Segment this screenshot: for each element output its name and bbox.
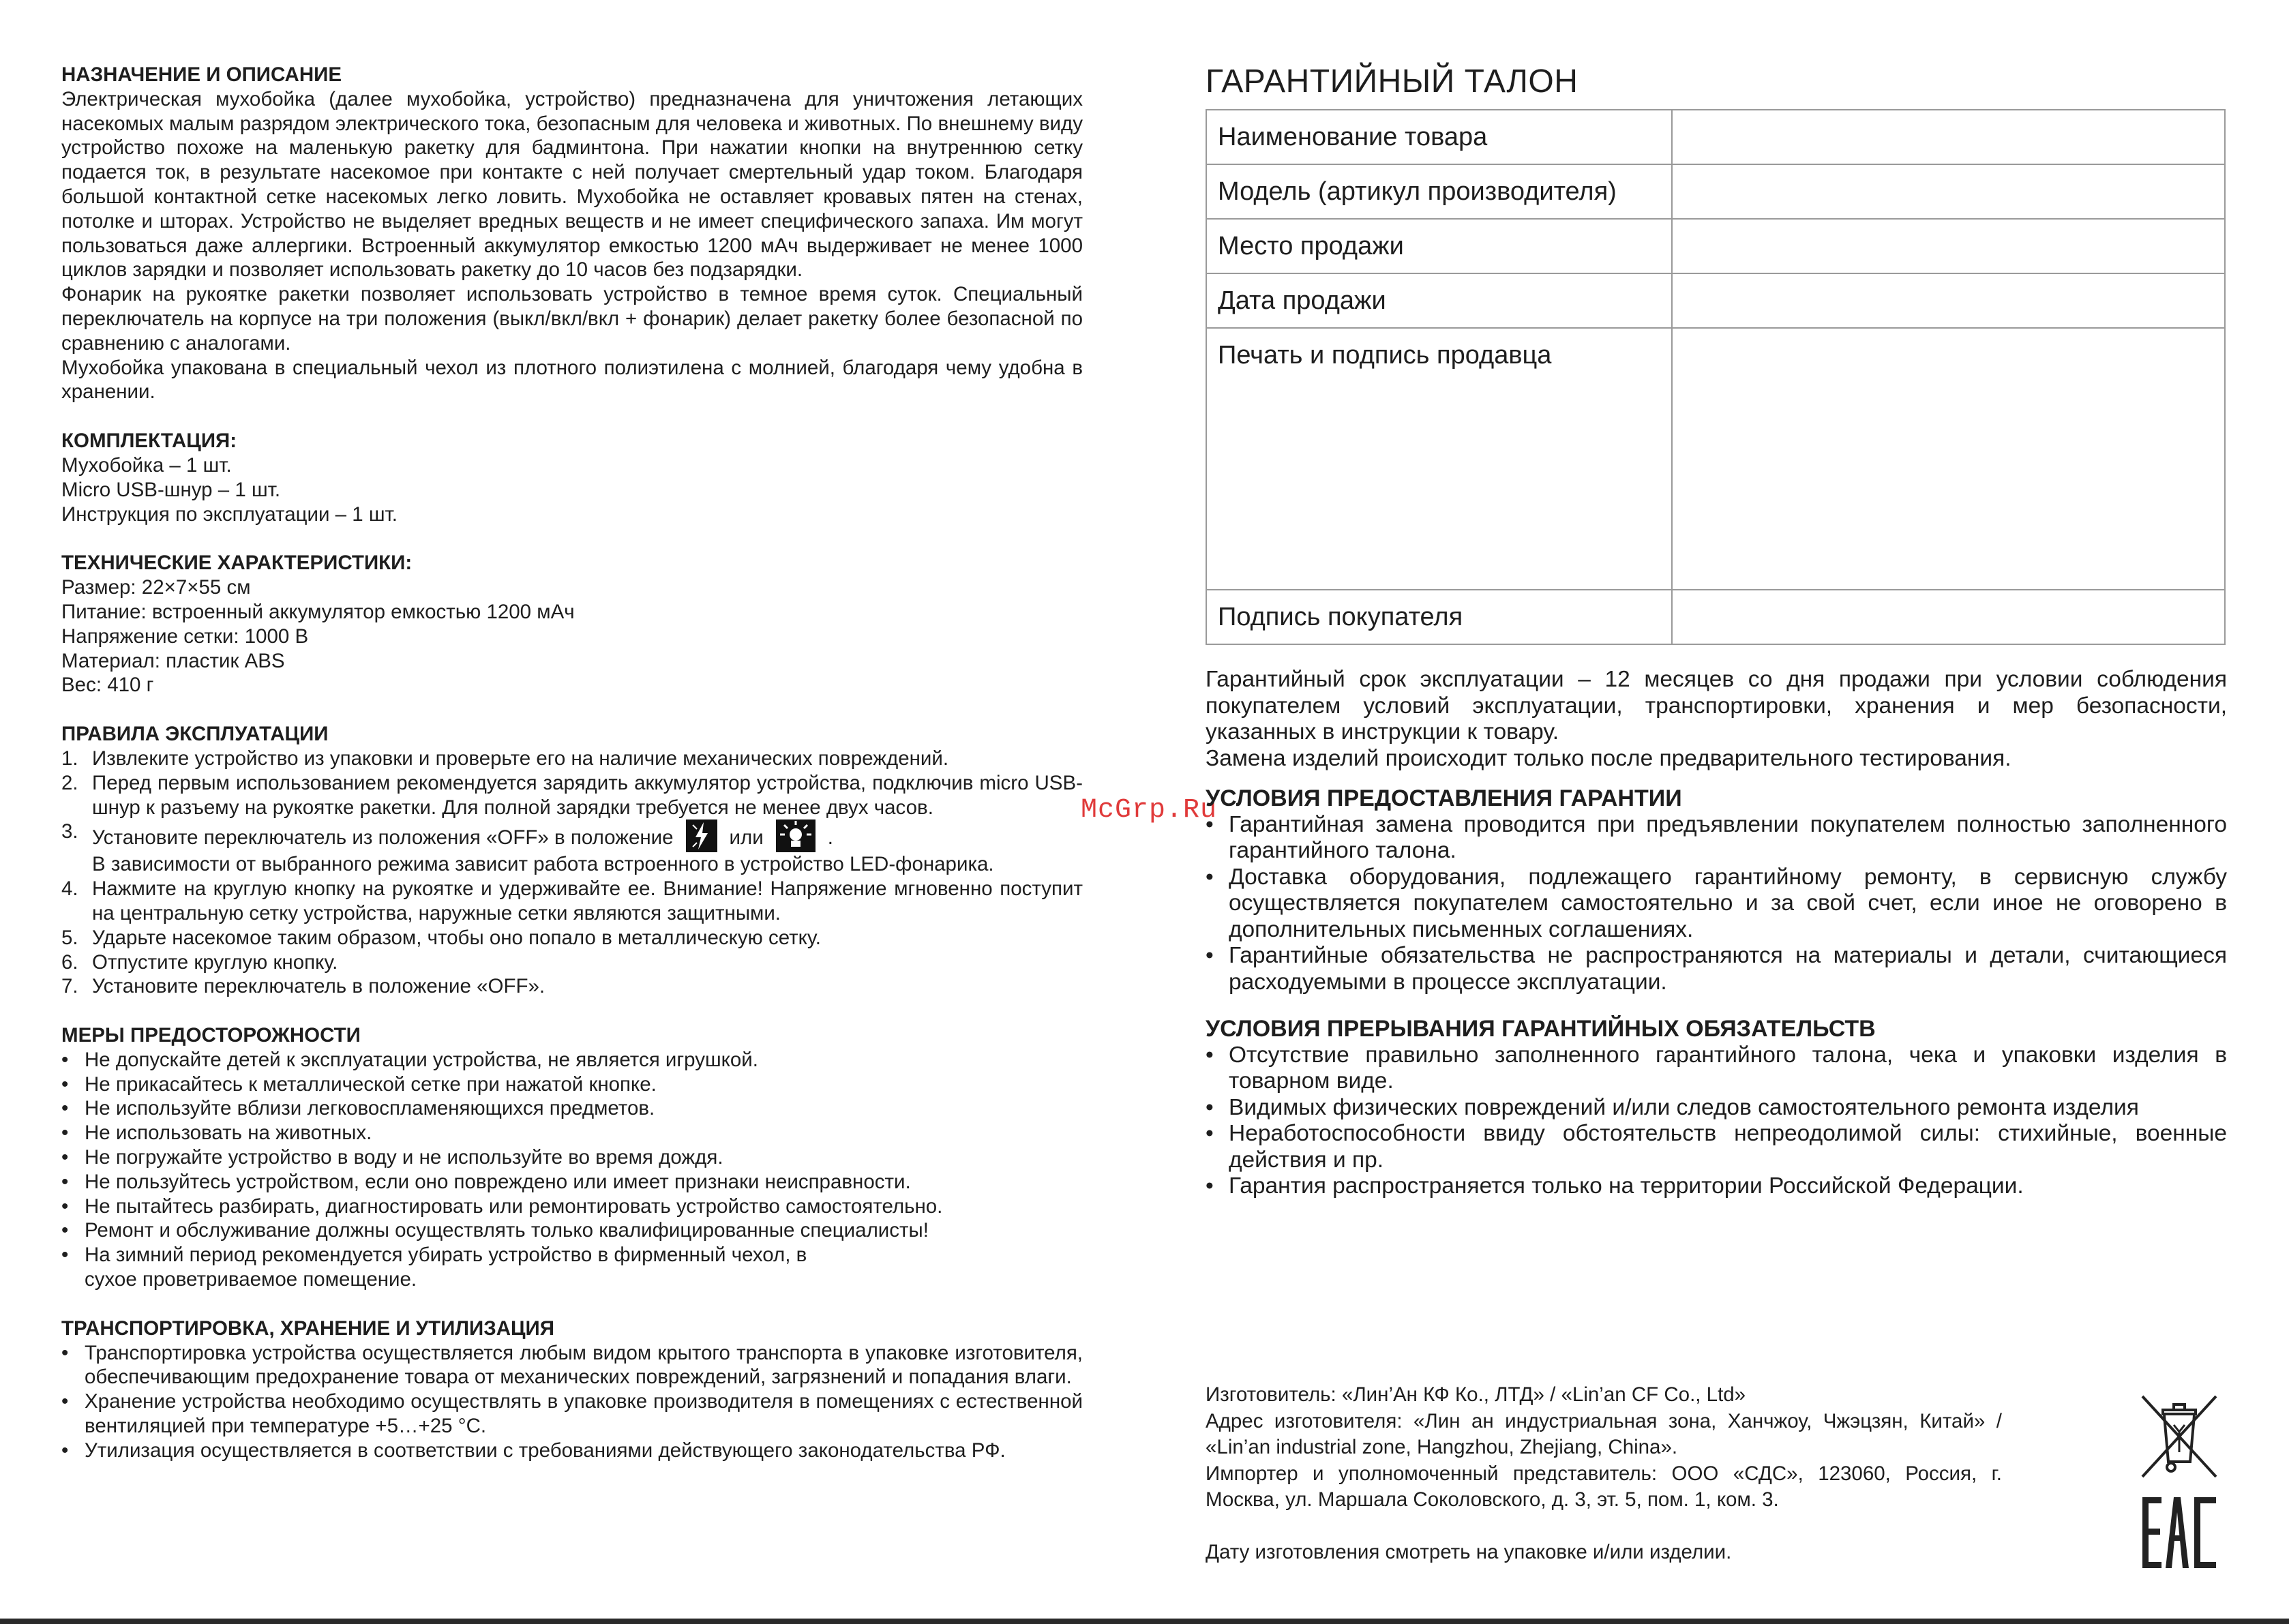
rule-item: 5. Ударьте насекомое таким образом, чтобы оно попало в металлическую сетку. [61, 926, 821, 949]
certification-marks [2138, 1392, 2220, 1569]
precaution-item: • Не пользуйтесь устройством, если оно повреждено или имеет признаки неисправности. [61, 1170, 1083, 1194]
termination-item: • Гарантия распространяется только на территории Российской Федерации. [1206, 1173, 2227, 1200]
warranty-period-text: Гарантийный срок эксплуатации – 12 месяцев со дня продажи при условии соблюдения покупателем условий эксплуатации, транспортировки, хранения и мер безопасности, указанных в инструкции к товару. [1206, 667, 2227, 745]
lightning-mode-icon [686, 819, 717, 852]
rule-item: 3. Установите переключатель из положения «OFF» в положение или . В зависимости от выбранного режима зависит работа встроенного в устройство LED-фонарика. [61, 820, 994, 876]
kit-item: Micro USB-шнур – 1 шт. [61, 478, 281, 501]
transport-item: • Транспортировка устройства осуществляется любым видом крытого транспорта в упаковке изготовителя, обеспечивающим предохранение товара от механических повреждений, загрязнений и попадания влаги. [61, 1341, 1083, 1390]
purpose-heading: НАЗНАЧЕНИЕ И ОПИСАНИЕ [61, 63, 342, 86]
precaution-item: • На зимний период рекомендуется убирать устройство в фирменный чехол, в сухое проветриваемое помещение. [61, 1243, 1083, 1292]
table-row [1206, 110, 2225, 164]
condition-item: • Гарантийные обязательства не распространяются на материалы и детали, считающиеся расходуемыми в процессе эксплуатации. [1206, 943, 2227, 995]
warranty-terms [1206, 667, 2227, 1200]
table-cell-value[interactable] [1672, 219, 2225, 273]
table-cell-value[interactable] [1672, 110, 2225, 164]
precaution-item: • Не прикасайтесь к металлической сетке при нажатой кнопке. [61, 1072, 1083, 1097]
table-row [1206, 164, 2225, 219]
table-cell-value[interactable] [1672, 590, 2225, 644]
kit-item: Инструкция по эксплуатации – 1 шт. [61, 502, 398, 526]
flashlight-mode-icon [776, 819, 816, 852]
spec-item: Размер: 22×7×55 см [61, 576, 251, 599]
rule-item: 1. Извлеките устройство из упаковки и проверьте его на наличие механических повреждений. [61, 747, 949, 770]
rule-item: 7. Установите переключатель в положение «OFF». [61, 975, 545, 998]
specs-heading: ТЕХНИЧЕСКИЕ ХАРАКТЕРИСТИКИ: [61, 552, 413, 575]
table-cell-value[interactable] [1672, 164, 2225, 219]
rules-list [61, 747, 1083, 999]
termination-heading: УСЛОВИЯ ПРЕРЫВАНИЯ ГАРАНТИЙНЫХ ОБЯЗАТЕЛЬСТВ [1206, 1016, 1876, 1042]
table-row [1206, 590, 2225, 644]
table-cell-value[interactable] [1672, 273, 2225, 328]
termination-item: • Отсутствие правильно заполненного гарантийного талона, чека и упаковки изделия в товарном виде. [1206, 1042, 2227, 1095]
manufacture-date-note: Дату изготовления смотреть на упаковке и/или изделии. [1206, 1540, 1732, 1563]
replacement-note: Замена изделий происходит только после предварительного тестирования. [1206, 745, 2011, 771]
left-column [61, 63, 1083, 1463]
watermark-text: McGrp.Ru [1081, 795, 1218, 826]
purpose-paragraph-3: Мухобойка упакована в специальный чехол из плотного полиэтилена с молнией, благодаря чему удобна в хранении. [61, 356, 1083, 404]
spec-item: Питание: встроенный аккумулятор емкостью 1200 мАч [61, 600, 575, 623]
kit-item: Мухобойка – 1 шт. [61, 453, 232, 477]
warranty-card-table [1206, 109, 2226, 645]
transport-list [61, 1341, 1083, 1463]
precaution-item: • Не допускайте детей к эксплуатации устройства, не является игрушкой. [61, 1048, 1083, 1072]
transport-item: • Утилизация осуществляется в соответствии с требованиями действующего законодательства РФ. [61, 1439, 1083, 1463]
condition-item: • Гарантийная замена проводится при предъявлении покупателем полностью заполненного гарантийного талона. [1206, 812, 2227, 864]
table-row [1206, 328, 2225, 590]
table-cell-label: Печать и подпись продавца [1206, 328, 1672, 590]
page-bottom-rule [0, 1619, 2289, 1624]
precaution-item: • Не использовать на животных. [61, 1121, 1083, 1145]
manufacturer-address: Адрес изготовителя: «Лин ан индустриальная зона, Ханчжоу, Чжэцзян, Китай» / «Lin’an industrial zone, Hangzhou, Zhejiang, China». [1206, 1409, 2002, 1458]
table-cell-label: Модель (артикул производителя) [1206, 164, 1672, 219]
purpose-paragraph-2: Фонарик на рукоятке ракетки позволяет использовать устройство в темное время суток. Специальный переключатель на корпусе на три положения (выкл/вкл/вкл + фонарик) делает ракетку более безопасной по сравнению с аналогами. [61, 283, 1083, 355]
table-cell-label: Место продажи [1206, 219, 1672, 273]
table-cell-label: Дата продажи [1206, 273, 1672, 328]
termination-item: • Видимых физических повреждений и/или следов самостоятельного ремонта изделия [1206, 1095, 2227, 1122]
spec-item: Напряжение сетки: 1000 В [61, 625, 309, 648]
rule-item: 2. Перед первым использованием рекомендуется зарядить аккумулятор устройства, подключив micro USB-шнур к разъему на рукоятке ракетки. Для полной зарядки требуется не менее двух часов. [61, 771, 1083, 819]
table-cell-label: Наименование товара [1206, 110, 1672, 164]
precaution-item: • Ремонт и обслуживание должны осуществлять только квалифицированные специалисты! [61, 1218, 1083, 1243]
rule-item: 4. Нажмите на круглую кнопку на рукоятке и удерживайте ее. Внимание! Напряжение мгновенно поступит на центральную сетку устройства, наружные сетки являются защитными. [61, 877, 1083, 924]
crossed-bin-icon [2138, 1392, 2220, 1481]
table-row [1206, 219, 2225, 273]
manufacturer-info [1206, 1382, 2002, 1565]
precaution-item: • Не пытайтесь разбирать, диагностировать или ремонтировать устройство самостоятельно. [61, 1194, 1083, 1219]
importer-info: Импортер и уполномоченный представитель: ООО «СДС», 123060, Россия, г. Москва, ул. Маршала Соколовского, д. 3, эт. 5, пом. 1, ком. 3. [1206, 1462, 2002, 1511]
right-column [1206, 63, 2227, 1199]
termination-list [1206, 1042, 2227, 1200]
table-cell-label: Подпись покупателя [1206, 590, 1672, 644]
warranty-card-title: ГАРАНТИЙНЫЙ ТАЛОН [1206, 63, 1579, 100]
conditions-list [1206, 812, 2227, 996]
rules-heading: ПРАВИЛА ЭКСПЛУАТАЦИИ [61, 723, 329, 746]
transport-item: • Хранение устройства необходимо осуществлять в упаковке производителя в помещениях с естественной вентиляцией при температуре +5…+25 °C. [61, 1389, 1083, 1439]
precaution-item: • Не погружайте устройство в воду и не используйте во время дождя. [61, 1145, 1083, 1170]
precautions-heading: МЕРЫ ПРЕДОСТОРОЖНОСТИ [61, 1024, 361, 1047]
rule-item: 6. Отпустите круглую кнопку. [61, 950, 338, 974]
spec-item: Вес: 410 г [61, 674, 154, 697]
spec-item: Материал: пластик ABS [61, 649, 285, 672]
precautions-list [61, 1048, 1083, 1292]
purpose-paragraph-1: Электрическая мухобойка (далее мухобойка, устройство) предназначена для уничтожения летающих насекомых малым разрядом электрического тока, безопасным для человека и животных. По внешнему виду устройство похоже на маленькую ракетку для бадминтона. При нажатии кнопки на внутреннюю сетку подается ток, в результате насекомое при контакте с ней получает смертельный удар током. Благодаря большой контактной сетке насекомых легко ловить. Мухобойка не оставляет кровавых пятен на стенах, потолке и шторах. Устройство не выделяет вредных веществ и не имеет специфического запаха. Им могут пользоваться даже аллергики. Встроенный аккумулятор емкостью 1200 мАч выдерживает не менее 1000 циклов зарядки и позволяет использовать ракетку до 10 часов без подзарядки. [61, 87, 1083, 282]
eac-mark-icon [2140, 1494, 2221, 1571]
table-cell-value[interactable] [1672, 328, 2225, 590]
manufacturer-line: Изготовитель: «Лин’Ан КФ Ко., ЛТД» / «Lin’an CF Co., Ltd» [1206, 1383, 1746, 1406]
table-row [1206, 273, 2225, 328]
conditions-heading: УСЛОВИЯ ПРЕДОСТАВЛЕНИЯ ГАРАНТИИ [1206, 785, 1682, 811]
termination-item: • Неработоспособности ввиду обстоятельств непреодолимой силы: стихийные, военные действия и пр. [1206, 1121, 2227, 1173]
condition-item: • Доставка оборудования, подлежащего гарантийному ремонту, в сервисную службу осуществляется покупателем самостоятельно и за свой счет, если иное не оговорено в дополнительных письменных соглашениях. [1206, 864, 2227, 944]
precaution-item: • Не используйте вблизи легковоспламеняющихся предметов. [61, 1096, 1083, 1121]
transport-heading: ТРАНСПОРТИРОВКА, ХРАНЕНИЕ И УТИЛИЗАЦИЯ [61, 1317, 554, 1340]
kit-heading: КОМПЛЕКТАЦИЯ: [61, 430, 237, 453]
